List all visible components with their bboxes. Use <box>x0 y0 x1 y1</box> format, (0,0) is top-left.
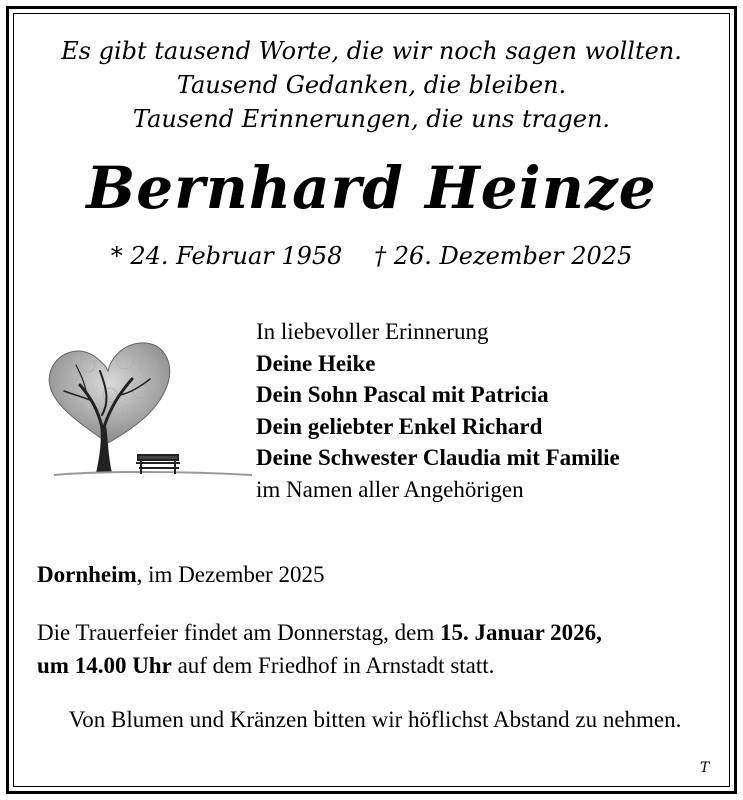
heart-tree-with-bench-icon <box>40 335 255 485</box>
mourner-name: Deine Schwester Claudia mit Familie <box>256 445 620 470</box>
mourner-name: Dein Sohn Pascal mit Patricia <box>256 382 549 407</box>
death-date: † 26. Dezember 2025 <box>374 242 633 270</box>
poem-line-2: Tausend Gedanken, die bleiben. <box>176 71 567 99</box>
birth-date: * 24. Februar 1958 <box>110 242 343 270</box>
funeral-service-info <box>37 616 602 682</box>
poem-line-3: Tausend Erinnerungen, die uns tragen. <box>132 105 611 133</box>
place-and-date <box>37 558 324 592</box>
mourners-intro: In liebevoller Erinnerung <box>256 319 489 344</box>
flowers-request: Von Blumen und Kränzen bitten wir höflichst Abstand zu nehmen. <box>68 707 682 732</box>
service-text-2: auf dem Friedhof in Arnstadt statt. <box>171 653 495 678</box>
place-town: Dornheim <box>37 562 137 587</box>
mourner-name: Dein geliebter Enkel Richard <box>256 413 543 439</box>
mourners-outro: im Namen aller Angehörigen <box>256 476 524 502</box>
poem-line-1: Es gibt tausend Worte, die wir noch sagen wollten. <box>61 37 682 65</box>
mourners-block <box>256 316 620 505</box>
publisher-mark: T <box>700 760 710 776</box>
service-text-1: Die Trauerfeier findet am Donnerstag, dem <box>37 620 441 645</box>
life-dates <box>0 238 743 274</box>
service-time: um 14.00 Uhr <box>37 653 172 678</box>
poem <box>0 34 743 136</box>
mourner-name: Deine Heike <box>256 350 376 376</box>
service-date: 15. Januar 2026, <box>440 620 602 645</box>
deceased-name: Bernhard Heinze <box>86 154 657 222</box>
place-date: , im Dezember 2025 <box>136 562 325 587</box>
